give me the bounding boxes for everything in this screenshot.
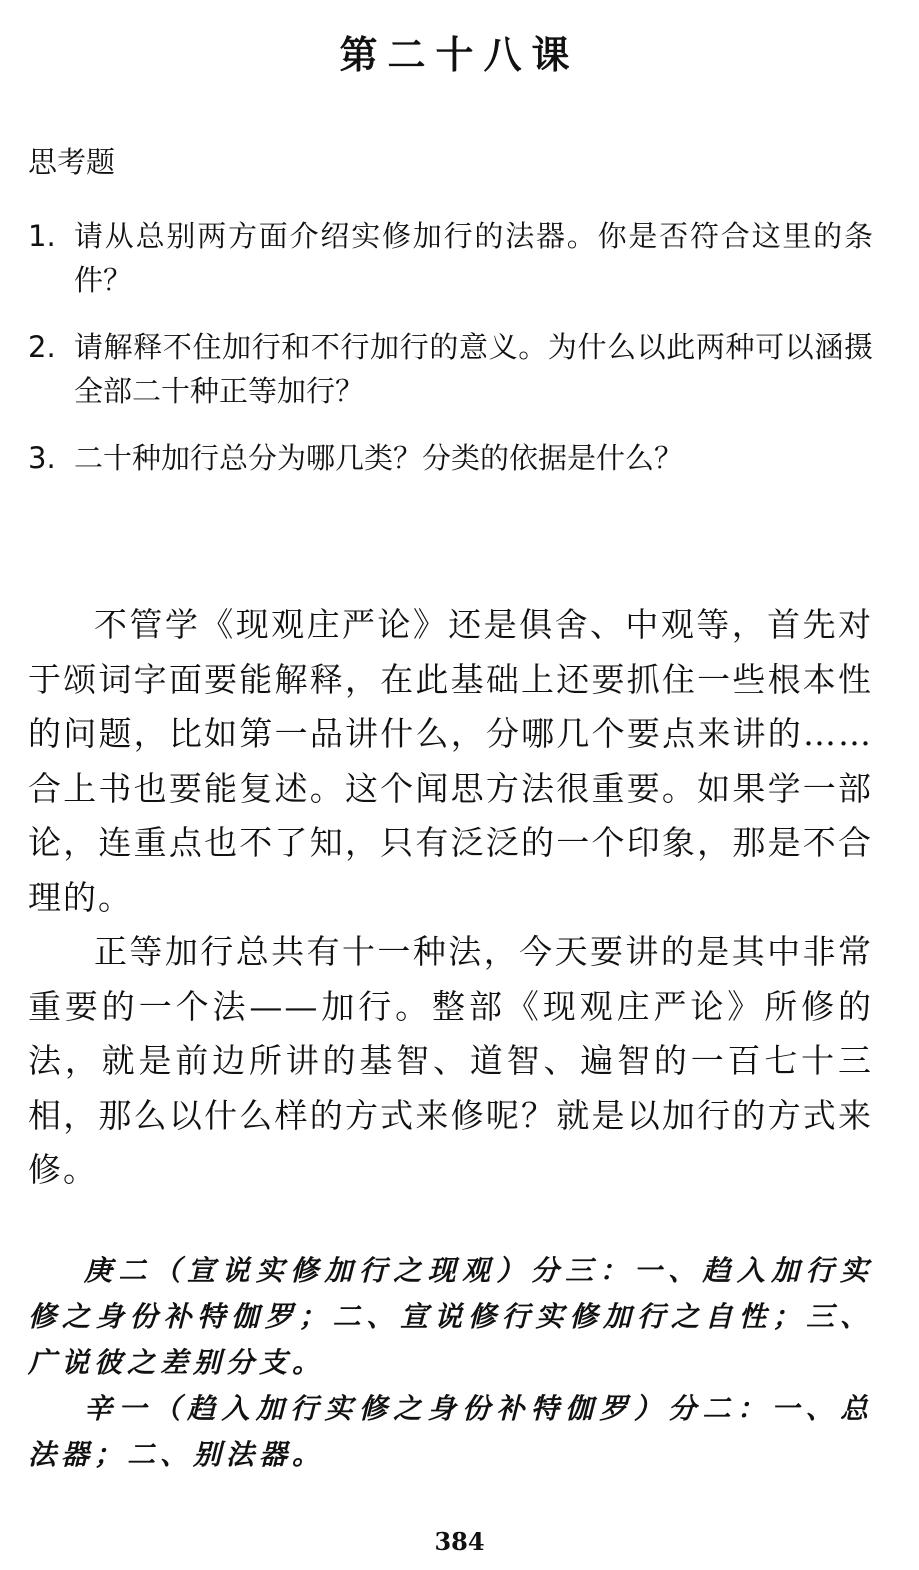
outline-paragraph: 辛一（趋入加行实修之身份补特伽罗）分二：一、总法器；二、别法器。: [28, 1392, 873, 1471]
question-text: 请解释不住加行和不行加行的意义。为什么以此两种可以涵摄全部二十种正等加行？: [74, 330, 873, 408]
question-number: 1.: [28, 219, 56, 253]
lesson-title: 第二十八课: [339, 32, 580, 77]
page-number: 384: [434, 1527, 485, 1556]
question-text: 请从总别两方面介绍实修加行的法器。你是否符合这里的条件？: [74, 219, 873, 297]
question-item: [28, 436, 873, 480]
questions-list: [28, 214, 873, 503]
outline-paragraph: 庚二（宣说实修加行之现观）分三：一、趋入加行实修之身份补特伽罗；二、宣说修行实修加行之自性；三、广说彼之差别分支。: [28, 1254, 873, 1379]
outline-section: [28, 1248, 873, 1478]
question-item: [28, 325, 873, 413]
question-number: 3.: [28, 441, 56, 475]
question-item: [28, 214, 873, 302]
body-paragraph: 正等加行总共有十一种法，今天要讲的是其中非常重要的一个法——加行。整部《现观庄严论》所修的法，就是前边所讲的基智、道智、遍智的一百七十三相，那么以什么样的方式来修呢？就是以加行的方式来修。: [28, 932, 873, 1189]
questions-heading: 思考题: [28, 145, 116, 179]
question-number: 2.: [28, 330, 56, 364]
body-paragraph: 不管学《现观庄严论》还是俱舍、中观等，首先对于颂词字面要能解释，在此基础上还要抓住一些根本性的问题，比如第一品讲什么，分哪几个要点来讲的……合上书也要能复述。这个闻思方法很重要。如果学一部论，连重点也不了知，只有泛泛的一个印象，那是不合理的。: [28, 605, 873, 917]
body-text: [28, 598, 873, 1198]
question-text: 二十种加行总分为哪几类？分类的依据是什么？: [74, 441, 684, 475]
